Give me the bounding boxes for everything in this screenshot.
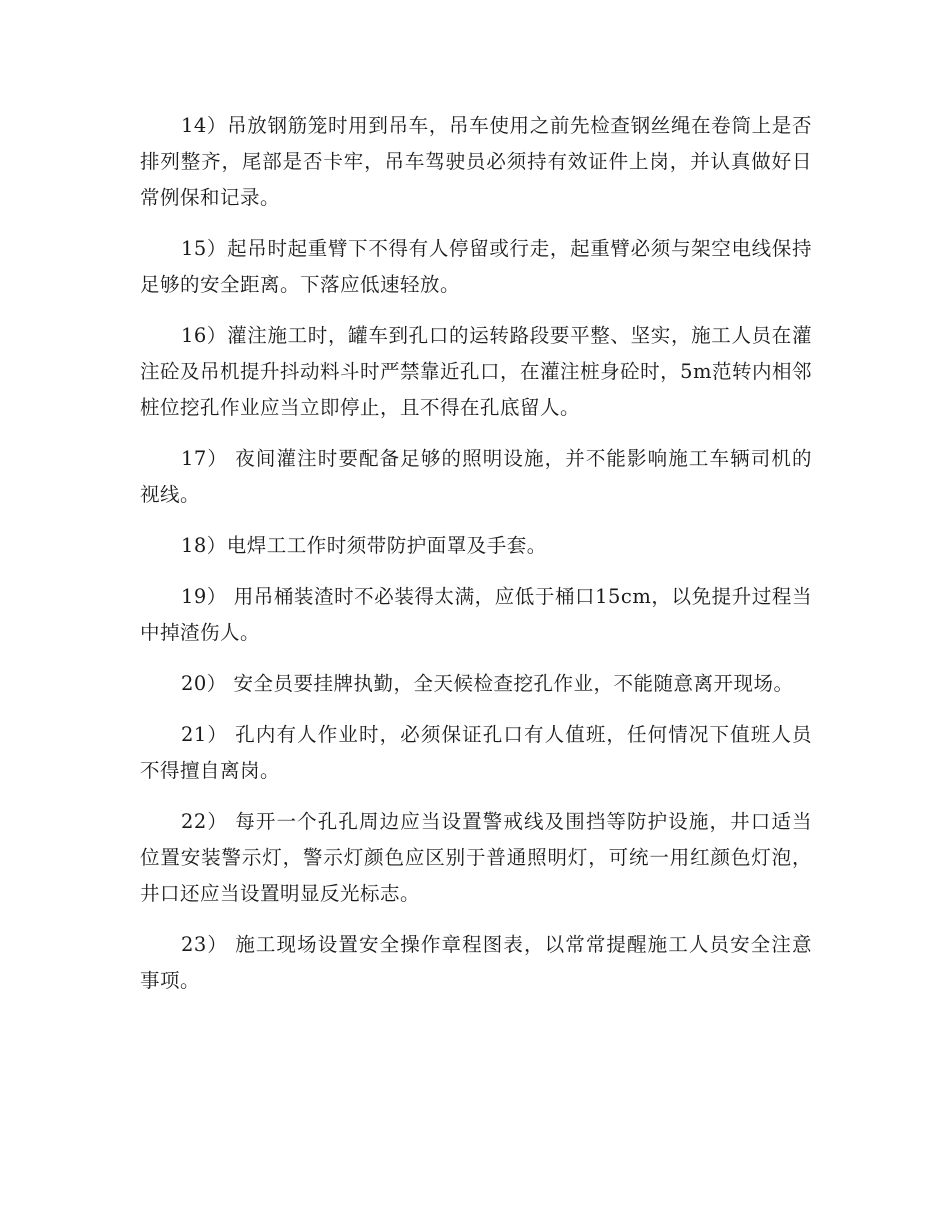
paragraph-19: 19） 用吊桶装渣时不必装得太满，应低于桶口15cm，以免提升过程当中掉渣伤人。 [140,585,812,644]
paragraph-23: 23） 施工现场设置安全操作章程图表，以常常提醒施工人员安全注意事项。 [140,933,812,992]
paragraph-22: 22） 每开一个孔孔周边应当设置警戒线及围挡等防护设施，井口适当位置安装警示灯，警示灯颜色应区别于普通照明灯，可统一用红颜色灯泡，井口还应当设置明显反光标志。 [140,810,812,905]
paragraph-20: 20） 安全员要挂牌执勤，全天候检查挖孔作业，不能随意离开现场。 [180,672,794,695]
paragraph-14: 14）吊放钢筋笼时用到吊车，吊车使用之前先检查钢丝绳在卷筒上是否排列整齐，尾部是否卡牢，吊车驾驶员必须持有效证件上岗，并认真做好日常例保和记录。 [140,114,812,209]
paragraph-17: 17） 夜间灌注时要配备足够的照明设施，并不能影响施工车辆司机的视线。 [140,447,812,506]
paragraph-18: 18）电焊工工作时须带防护面罩及手套。 [180,534,547,557]
paragraph-15: 15）起吊时起重臂下不得有人停留或行走，起重臂必须与架空电线保持足够的安全距离。下落应低速轻放。 [140,237,812,296]
document-body [140,108,812,1014]
paragraph-21: 21） 孔内有人作业时，必须保证孔口有人值班，任何情况下值班人员不得擅自离岗。 [140,723,812,782]
paragraph-16: 16）灌注施工时，罐车到孔口的运转路段要平整、坚实，施工人员在灌注砼及吊机提升抖动料斗时严禁靠近孔口，在灌注桩身砼时，5m范转内相邻桩位挖孔作业应当立即停止，且不得在孔底留人。 [140,324,812,419]
